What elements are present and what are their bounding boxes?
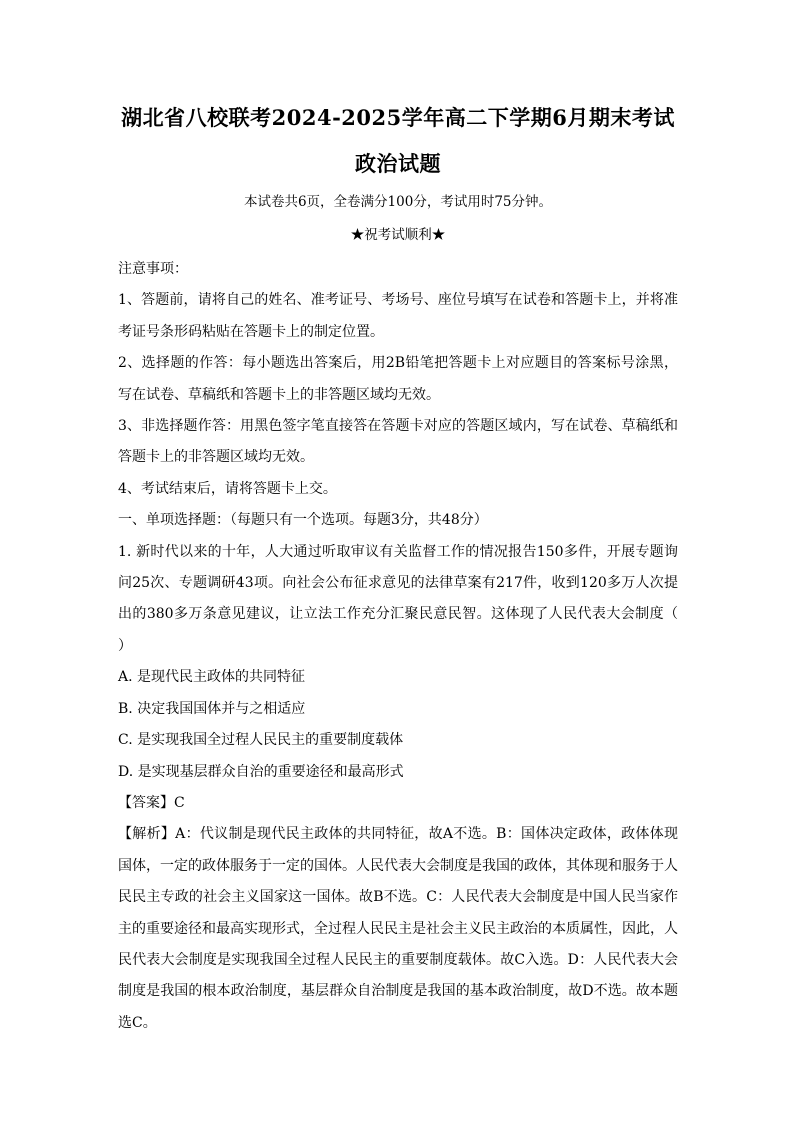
option-c: C. 是实现我国全过程人民民主的重要制度载体 bbox=[118, 732, 404, 749]
exam-info: 本试卷共6页，全卷满分100分，考试用时75分钟。 bbox=[243, 194, 553, 210]
note-item-3: 3、非选择题作答：用黑色签字笔直接答在答题卡对应的答题区域内，写在试卷、草稿纸和答题卡上的非答题区域均无效。 bbox=[118, 418, 678, 466]
option-a: A. 是现代民主政体的共同特征 bbox=[118, 669, 306, 686]
option-d: D. 是实现基层群众自治的重要途径和最高形式 bbox=[118, 763, 404, 780]
note-item-1: 1、答题前，请将自己的姓名、准考证号、考场号、座位号填写在试卷和答题卡上，并将准考证号条形码粘贴在答题卡上的制定位置。 bbox=[118, 292, 678, 340]
exam-wish: ★祝考试顺利★ bbox=[350, 227, 446, 243]
analysis-text: 【解析】A：代议制是现代民主政体的共同特征，故A不选。B：国体决定政体，政体体现国体，一定的政体服务于一定的国体。人民代表大会制度是我国的政体，其体现和服务于人民民主专政的社会主义国家这一国体。故B不选。C：人民代表大会制度是中国人民当家作主的重要途径和最高实现形式，全过程人民民主是社会主义民主政治的本质属性，因此，人民代表大会制度是实现我国全过程人民民主的重要制度载体。故C入选。D：人民代表大会制度是我国的根本政治制度，基层群众自治制度是我国的基本政治制度，故D不选。故本题选C。 bbox=[118, 826, 678, 1031]
exam-title-line1: 湖北省八校联考2024-2025学年高二下学期6月期末考试 bbox=[121, 105, 675, 130]
answer-line: 【答案】C bbox=[118, 794, 185, 811]
notes-heading: 注意事项： bbox=[118, 261, 188, 277]
note-item-2: 2、选择题的作答：每小题选出答案后，用2B铅笔把答题卡上对应题目的答案标号涂黑，写在试卷、草稿纸和答题卡上的非答题区域均无效。 bbox=[118, 355, 678, 403]
exam-body bbox=[118, 254, 706, 1039]
option-b: B. 决定我国国体并与之相适应 bbox=[118, 700, 306, 717]
note-item-4: 4、考试结束后，请将答题卡上交。 bbox=[118, 480, 337, 497]
section-heading: 一、单项选择题：（每题只有一个选项。每题3分，共48分） bbox=[118, 512, 488, 529]
exam-title-line2: 政治试题 bbox=[355, 151, 441, 176]
question-stem: 1. 新时代以来的十年，人大通过听取审议有关监督工作的情况报告150多件，开展专题询问25次、专题调研43项。向社会公布征求意见的法律草案有217件，收到120多万人次提出的380多万条意见建议，让立法工作充分汇聚民意民智。这体现了人民代表大会制度（ ） bbox=[118, 543, 706, 654]
